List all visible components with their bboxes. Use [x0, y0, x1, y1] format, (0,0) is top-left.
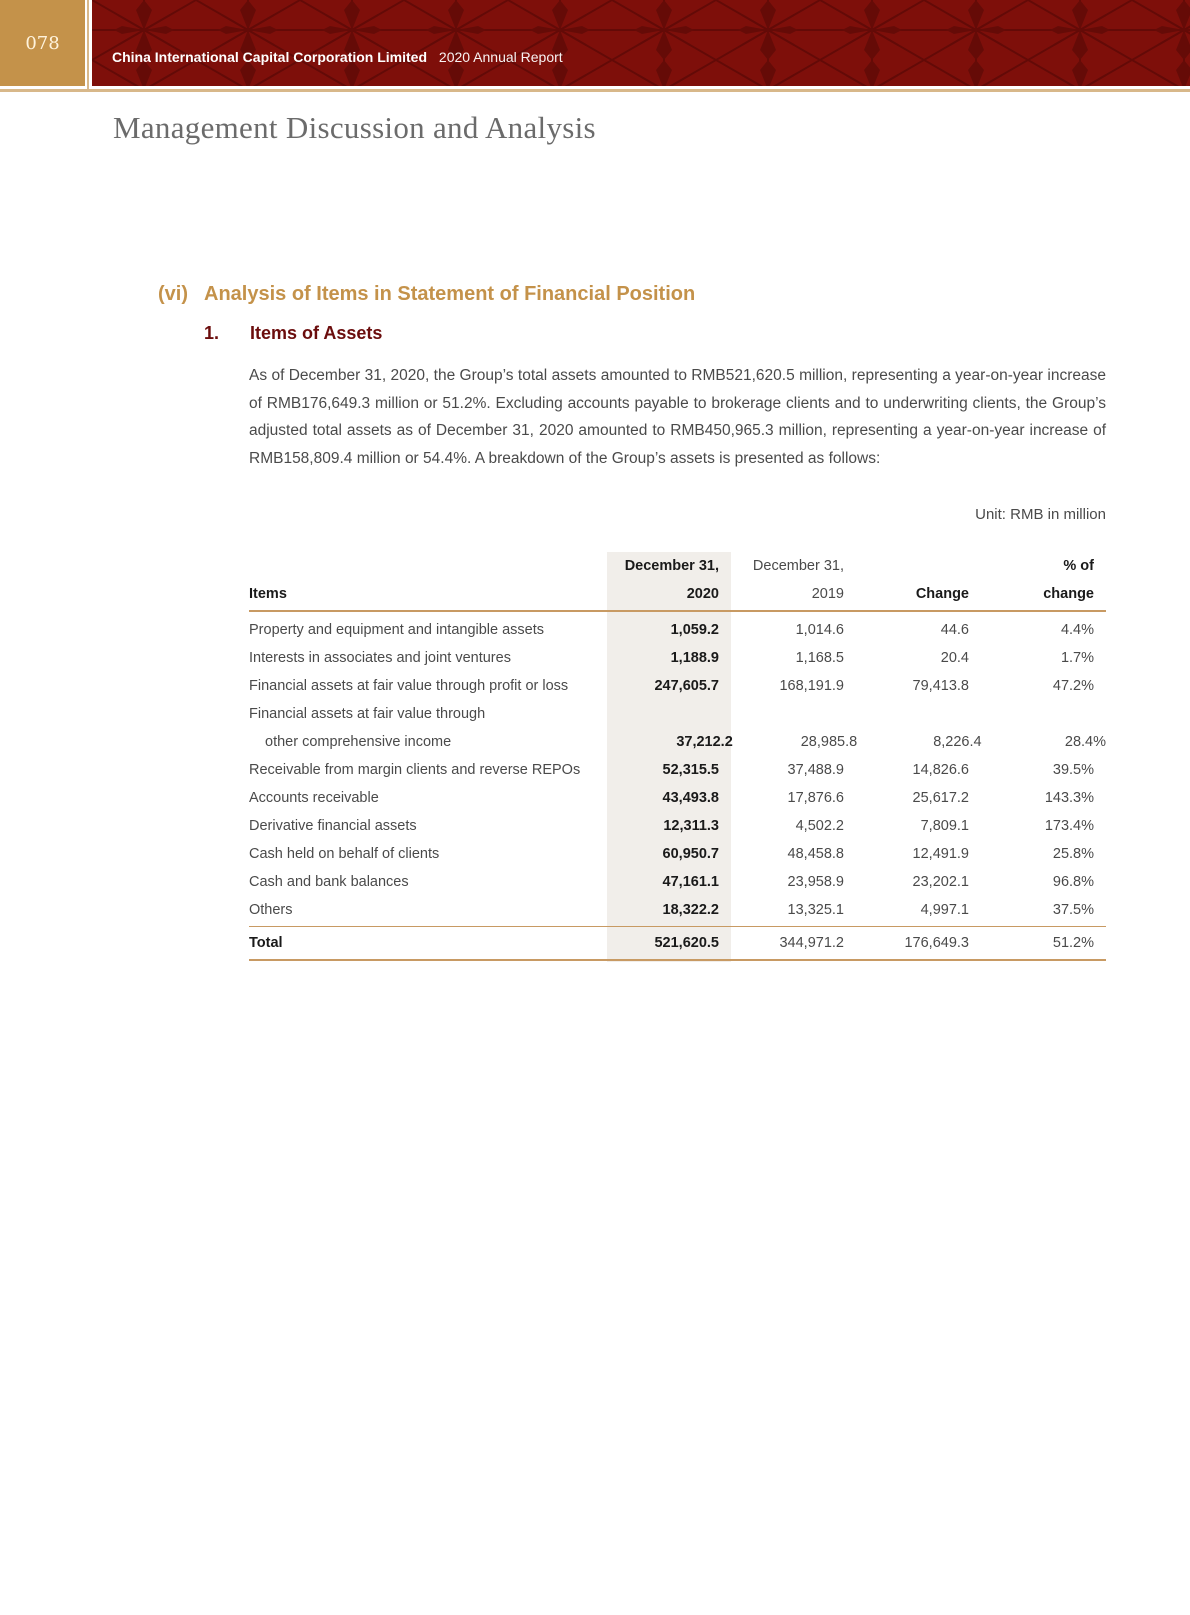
bottom-rule — [249, 959, 1106, 961]
row-value-2020: 60,950.7 — [662, 846, 719, 862]
table-row — [249, 896, 1106, 924]
header-2019-line2: 2019 — [811, 586, 844, 602]
table-body — [249, 616, 1106, 924]
header-change: Change — [915, 586, 969, 602]
item-heading — [204, 323, 382, 344]
row-change: 14,826.6 — [912, 762, 969, 778]
row-item: other comprehensive income — [265, 734, 452, 750]
subsection-heading — [158, 283, 695, 306]
row-value-2020: 18,322.2 — [662, 902, 719, 918]
row-value-2019: 28,985.8 — [800, 734, 858, 750]
row-pct-change: 1.7% — [1060, 650, 1094, 666]
row-pct-change: 28.4% — [1064, 734, 1106, 750]
table-row — [249, 756, 1106, 784]
header-banner — [92, 0, 1190, 86]
header-divider — [85, 0, 92, 89]
row-change: 7,809.1 — [920, 818, 969, 834]
total-pct: 51.2% — [1052, 935, 1094, 951]
row-pct-change: 39.5% — [1052, 762, 1094, 778]
table-row — [249, 868, 1106, 896]
header-items: Items — [249, 586, 287, 602]
row-pct-change: 173.4% — [1044, 818, 1094, 834]
row-change: 79,413.8 — [912, 678, 969, 694]
table-row — [249, 728, 1106, 756]
banner-pattern — [92, 0, 1190, 86]
total-2019: 344,971.2 — [779, 935, 844, 951]
row-value-2020: 52,315.5 — [662, 762, 719, 778]
item-title: Items of Assets — [250, 323, 383, 343]
row-pct-change: 47.2% — [1052, 678, 1094, 694]
row-value-2020: 37,212.2 — [676, 734, 733, 750]
row-value-2019: 4,502.2 — [795, 818, 844, 834]
total-label: Total — [249, 935, 283, 951]
row-item: Interests in associates and joint ventures — [249, 650, 511, 666]
row-item: Cash held on behalf of clients — [249, 846, 440, 862]
row-pct-change: 4.4% — [1060, 622, 1094, 638]
row-value-2020: 1,059.2 — [670, 622, 719, 638]
row-value-2020: 247,605.7 — [654, 678, 719, 694]
row-item: Receivable from margin clients and reverse REPOs — [249, 762, 581, 778]
header-pct-line2: change — [1043, 586, 1094, 602]
section-title: Management Discussion and Analysis — [113, 110, 596, 145]
subsection-number: (vi) — [158, 283, 188, 305]
subsection-title: Analysis of Items in Statement of Financial Position — [204, 283, 696, 305]
row-value-2020: 12,311.3 — [663, 818, 719, 834]
item-number: 1. — [204, 323, 220, 343]
header-rule — [249, 610, 1106, 612]
row-value-2019: 17,876.6 — [787, 790, 844, 806]
row-change: 20.4 — [940, 650, 969, 666]
row-item: Accounts receivable — [249, 790, 379, 806]
header-2020-line2: 2020 — [686, 586, 719, 602]
page-number: 078 — [25, 32, 60, 54]
banner-title — [112, 49, 563, 65]
row-value-2020: 1,188.9 — [670, 650, 719, 666]
row-value-2019: 1,014.6 — [795, 622, 844, 638]
row-value-2019: 37,488.9 — [787, 762, 844, 778]
table-row-total — [249, 927, 1106, 959]
table-row — [249, 840, 1106, 868]
row-value-2020: 43,493.8 — [662, 790, 719, 806]
header-2020-line1: December 31, — [624, 558, 719, 574]
table-row — [249, 812, 1106, 840]
row-item: Financial assets at fair value through profit or loss — [249, 678, 569, 694]
header-2019-line1: December 31, — [752, 558, 844, 574]
table-row — [249, 672, 1106, 700]
assets-table — [249, 552, 1106, 961]
header-pct-line1: % of — [1063, 558, 1094, 574]
table-row — [249, 644, 1106, 672]
page-number-tab — [0, 0, 85, 86]
report-name: 2020 Annual Report — [438, 49, 563, 65]
table-row — [249, 700, 1106, 728]
total-change: 176,649.3 — [904, 935, 969, 951]
company-name: China International Capital Corporation Limited — [112, 49, 428, 65]
row-pct-change: 25.8% — [1052, 846, 1094, 862]
row-change: 44.6 — [940, 622, 969, 638]
table-row — [249, 784, 1106, 812]
row-change: 8,226.4 — [933, 734, 982, 750]
header-rule — [0, 89, 1190, 92]
row-change: 25,617.2 — [912, 790, 969, 806]
row-change: 23,202.1 — [912, 874, 969, 890]
row-change: 4,997.1 — [920, 902, 969, 918]
row-value-2019: 168,191.9 — [779, 678, 844, 694]
page-header — [0, 0, 1190, 86]
row-value-2019: 13,325.1 — [787, 902, 844, 918]
row-pct-change: 37.5% — [1052, 902, 1094, 918]
row-value-2019: 23,958.9 — [787, 874, 844, 890]
body-paragraph: As of December 31, 2020, the Group’s total assets amounted to RMB521,620.5 million, representing a year-on-year increase of RMB176,649.3 million or 51.2%. Excluding accounts payable to brokerage clients and to underwriting clients, the Group’s adjusted total assets as of December 31, 2020 amounted to RMB450,965.3 million, representing a year-on-year increase of RMB158,809.4 million or 54.4%. A breakdown of the Group’s assets is presented as follows: — [249, 367, 1106, 467]
row-item: Property and equipment and intangible assets — [249, 622, 545, 638]
row-change: 12,491.9 — [912, 846, 969, 862]
row-value-2019: 1,168.5 — [795, 650, 844, 666]
table-header-row — [249, 552, 1106, 608]
total-2020: 521,620.5 — [654, 935, 719, 951]
row-pct-change: 96.8% — [1052, 874, 1094, 890]
row-pct-change: 143.3% — [1044, 790, 1094, 806]
row-item: Others — [249, 902, 293, 918]
row-item: Cash and bank balances — [249, 874, 409, 890]
row-item: Financial assets at fair value through — [249, 706, 486, 722]
unit-label: Unit: RMB in million — [975, 506, 1106, 523]
row-value-2019: 48,458.8 — [787, 846, 844, 862]
table-row — [249, 616, 1106, 644]
row-item: Derivative financial assets — [249, 818, 417, 834]
row-value-2020: 47,161.1 — [662, 874, 719, 890]
